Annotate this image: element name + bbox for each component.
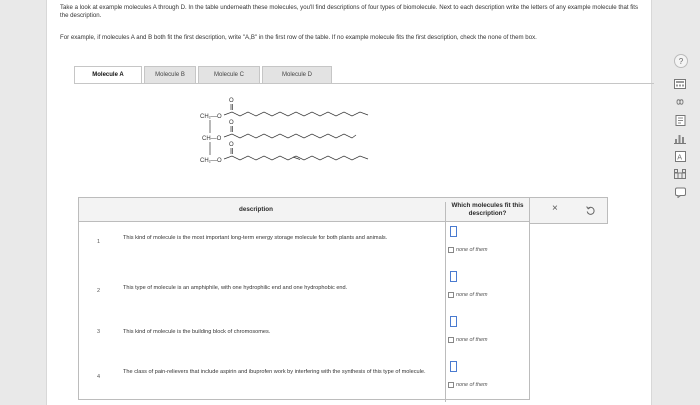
table-row (79, 312, 529, 357)
table-row (79, 267, 529, 312)
answer-cell (445, 357, 529, 402)
none-checkbox[interactable] (448, 382, 454, 388)
table-header (79, 198, 529, 222)
periodic-table-icon[interactable] (673, 168, 687, 180)
none-of-them-option[interactable] (448, 292, 487, 298)
carbonyl-o-3: O (229, 142, 234, 148)
row-number: 2 (97, 288, 101, 294)
header-description: description (239, 206, 273, 213)
tab-panel-divider (74, 83, 654, 84)
bar-chart-icon[interactable] (673, 132, 687, 144)
image-icon[interactable] (673, 150, 687, 162)
row-description: This type of molecule is an amphiphile, with one hydrophilic end and one hydrophobic end. (123, 285, 348, 291)
answer-cell (445, 312, 529, 357)
answer-cell (445, 222, 529, 267)
instructions-paragraph-1: Take a look at example molecules A through D. In the table underneath these molecules, you'll find descriptions of four types of biomolecule. Next to each description write the letters of any example molecule that fits the description. (60, 4, 639, 20)
answer-input[interactable] (450, 316, 457, 327)
row-number: 4 (97, 374, 101, 380)
clear-button[interactable]: × (552, 203, 558, 214)
row-description: This kind of molecule is the most important long-term energy storage molecule for both plants and animals. (123, 235, 388, 241)
fatty-acid-chain-2 (224, 134, 356, 138)
carbonyl-o-1: O (229, 98, 234, 104)
none-of-them-option[interactable] (448, 382, 487, 388)
calculator-icon[interactable] (673, 78, 687, 90)
answer-input[interactable] (450, 361, 457, 372)
none-checkbox[interactable] (448, 337, 454, 343)
carbonyl-o-2: O (229, 120, 234, 126)
row-number: 3 (97, 329, 101, 335)
answer-table (78, 197, 530, 400)
table-row (79, 222, 529, 267)
answer-input[interactable] (450, 226, 457, 237)
row-description: The class of pain-relievers that include aspirin and ibuprofen work by interfering with the synthesis of this type of molecule. (123, 369, 426, 375)
none-of-them-option[interactable] (448, 247, 487, 253)
table-actions (530, 197, 608, 224)
row-description: This kind of molecule is the building block of chromosomes. (123, 329, 271, 335)
none-label: none of them (456, 292, 488, 298)
table-row (79, 357, 529, 402)
glycerol-ch2-bot: CH₂—O (200, 158, 222, 164)
none-checkbox[interactable] (448, 292, 454, 298)
none-label: none of them (456, 337, 488, 343)
glycerol-ch-mid: CH—O (202, 136, 222, 142)
molecule-a-structure (196, 96, 376, 176)
molecule-tabs (74, 66, 334, 84)
none-of-them-option[interactable] (448, 337, 487, 343)
row-number: 1 (97, 239, 101, 245)
none-checkbox[interactable] (448, 247, 454, 253)
chat-icon[interactable] (673, 186, 687, 198)
answer-cell (445, 267, 529, 312)
header-which-molecules: Which molecules fit this description? (445, 202, 529, 225)
none-label: none of them (456, 247, 488, 253)
glycerol-ch2-top: CH₂—O (200, 114, 222, 120)
answer-input[interactable] (450, 271, 457, 282)
undo-icon[interactable] (585, 205, 596, 216)
fatty-acid-chain-1 (224, 112, 368, 116)
tab-molecule-b[interactable]: Molecule B (144, 66, 196, 84)
none-label: none of them (456, 382, 488, 388)
tab-molecule-c[interactable]: Molecule C (198, 66, 260, 84)
notes-icon[interactable] (673, 114, 687, 126)
tab-molecule-d[interactable]: Molecule D (262, 66, 332, 84)
help-button[interactable]: ? (674, 54, 688, 68)
infinity-icon[interactable] (673, 96, 687, 108)
svg-text:A: A (676, 153, 682, 161)
tab-molecule-a[interactable]: Molecule A (74, 66, 142, 84)
instructions-paragraph-2: For example, if molecules A and B both fit the first description, write "A,B" in the first row of the table. If no example molecule fits the first description, check the none of them box. (60, 34, 537, 41)
